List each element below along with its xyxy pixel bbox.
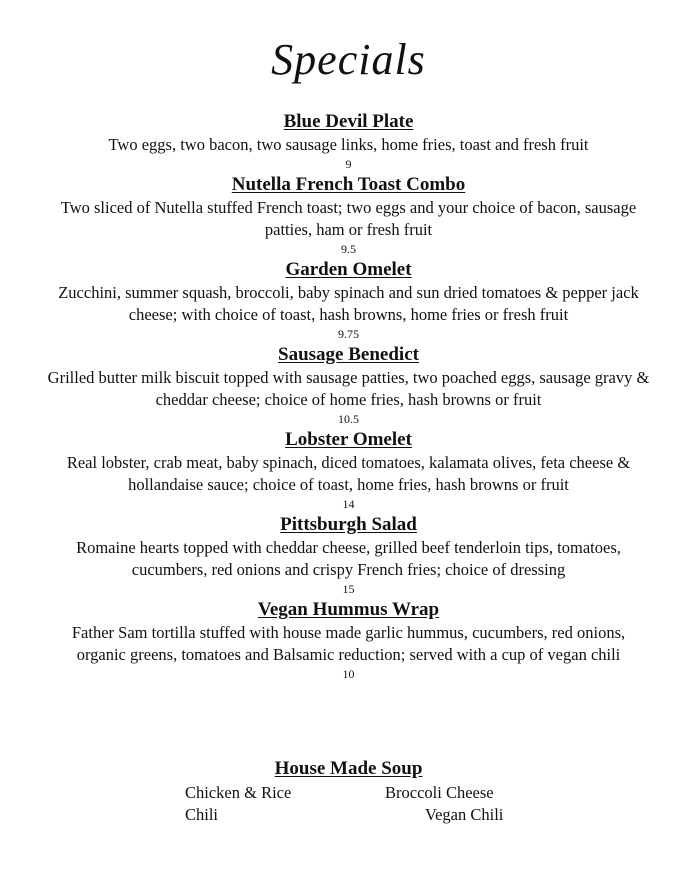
soup-option: Chili [185,805,219,824]
menu-item-nutella-french-toast-combo [0,173,697,257]
soup-section-title: House Made Soup [274,758,423,779]
soup-option: Vegan Chili [425,805,504,824]
menu-item-blue-devil-plate [0,110,697,172]
item-description: Zucchini, summer squash, broccoli, baby spinach and sun dried tomatoes & pepper jack cheese; with choice of toast, hash browns, home fries or fresh fruit [58,283,639,324]
item-description: Two sliced of Nutella stuffed French toast; two eggs and your choice of bacon, sausage patties, ham or fresh fruit [60,198,637,239]
menu-item-pittsburgh-salad [0,513,697,597]
item-price: 14 [342,497,355,511]
item-description: Grilled butter milk biscuit topped with sausage patties, two poached eggs, sausage gravy & cheddar cheese; choice of home fries, hash browns or fruit [47,368,650,409]
item-price: 9 [345,157,352,171]
item-description: Father Sam tortilla stuffed with house made garlic hummus, cucumbers, red onions, organic greens, tomatoes and Balsamic reduction; served with a cup of vegan chili [71,623,626,664]
menu-item-vegan-hummus-wrap [0,598,697,682]
soup-option: Chicken & Rice [185,783,292,802]
item-description: Two eggs, two bacon, two sausage links, home fries, toast and fresh fruit [108,135,589,154]
item-description: Real lobster, crab meat, baby spinach, diced tomatoes, kalamata olives, feta cheese & hollandaise sauce; choice of toast, home fries, hash browns or fruit [66,453,631,494]
item-name: Lobster Omelet [285,429,412,450]
item-description: Romaine hearts topped with cheddar cheese, grilled beef tenderloin tips, tomatoes, cucumbers, red onions and crispy French fries; choice of dressing [76,538,621,579]
specials-list [0,110,697,683]
item-name: Sausage Benedict [278,344,419,365]
soup-option: Broccoli Cheese [385,783,494,802]
item-price: 10 [342,667,355,681]
menu-item-sausage-benedict [0,343,697,427]
item-name: Nutella French Toast Combo [231,174,466,195]
item-name: Blue Devil Plate [283,111,414,132]
page-title: Specials [271,35,426,84]
item-price: 10.5 [338,412,359,426]
item-price: 9.75 [338,327,359,341]
item-name: Garden Omelet [285,259,412,280]
item-price: 15 [342,582,355,596]
item-name: Vegan Hummus Wrap [257,599,440,620]
menu-item-lobster-omelet [0,428,697,512]
item-price: 9.5 [341,242,356,256]
item-name: Pittsburgh Salad [280,514,417,535]
menu-item-garden-omelet [0,258,697,342]
